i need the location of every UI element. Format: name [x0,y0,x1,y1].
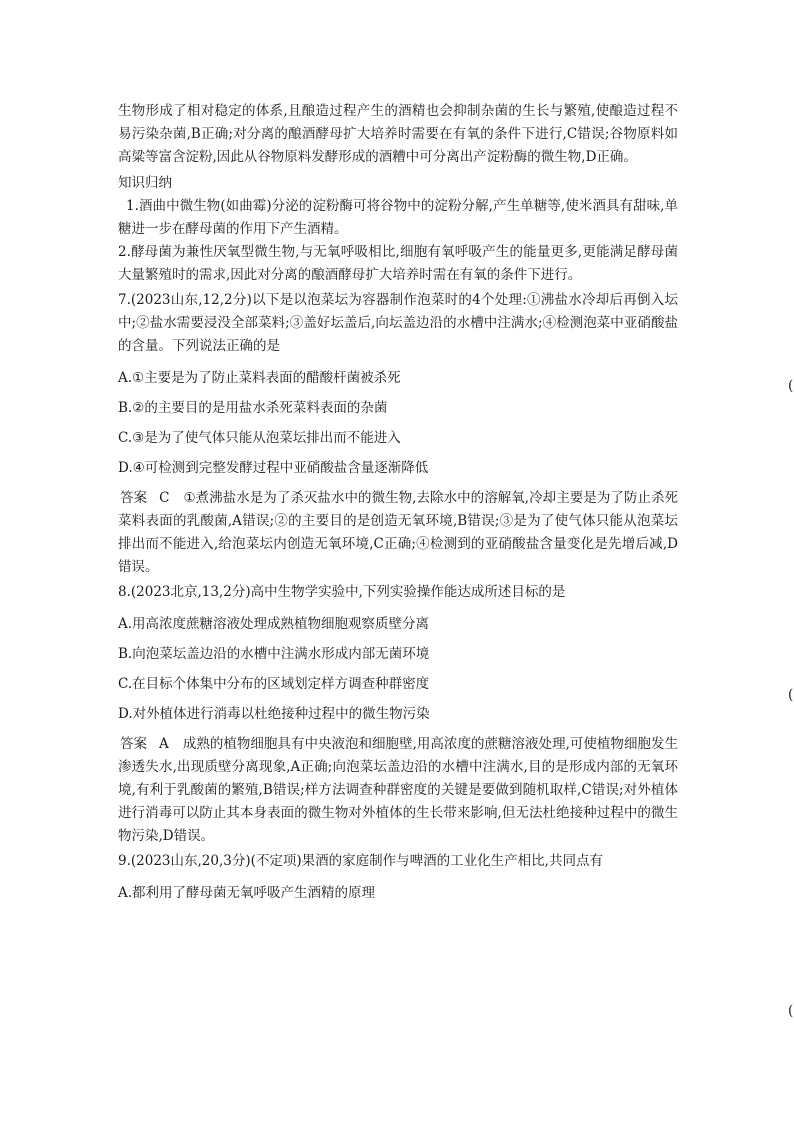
question-7-option-b: B.②的主要目的是用盐水杀死菜料表面的杂菌 [118,400,388,416]
answer-explanation: ①煮沸盐水是为了杀灭盐水中的微生物,去除水中的溶解氧,冷却主要是为了防止杀死菜料表面的乳酸菌,A错误;②的主要目的是创造无氧环境,B错误;③是为了使气体只能从泡菜坛排出而不能进入,给泡菜坛内创造无氧环境,C正确;④检测到的亚硝酸盐含量变化是先增后减,D错误。 [118,490,679,575]
question-9-paren: ( [788,1003,794,1019]
answer-explanation: 成熟的植物细胞具有中央液泡和细胞壁,用高浓度的蔗糖溶液处理,可使植物细胞发生渗透失水,出现质壁分离现象,A正确;向泡菜坛盖边沿的水槽中注满水,目的是形成内部的无氧环境,有利于乳酸菌的繁殖,B错误;样方法调查种群密度的关键是要做到随机取样,C错误;对外植体进行消毒可以防止其本身表面的微生物对外植体的生长带来影响,但无法杜绝接种过程中的微生物污染,D错误。 [118,736,679,844]
question-9-stem: 9.(2023山东,20,3分)(不定项)果酒的家庭制作与啤酒的工业化生产相比,共同点有 [118,853,603,869]
question-7-option-a: A.①主要是为了防止菜料表面的醋酸杆菌被杀死 [118,370,401,386]
knowledge-heading: 知识归纳 [118,175,172,191]
question-7-option-c: C.③是为了使气体只能从泡菜坛排出而不能进入 [118,430,401,446]
question-7-stem: 7.(2023山东,12,2分)以下是以泡菜坛为容器制作泡菜时的4个处理:①沸盐水冷却后再倒入坛中;②盐水需要浸没全部菜料;③盖好坛盖后,向坛盖边沿的水槽中注满水;④检测泡菜中亚硝酸盐的含量。下列说法正确的是 [118,292,678,354]
question-8-option-c: C.在目标个体集中分布的区域划定样方调查种群密度 [118,676,430,692]
answer-letter: C [159,490,170,506]
answer-label: 答案 [120,736,148,752]
page-content [118,100,678,903]
question-9-option-a: A.都利用了酵母菌无氧呼吸产生酒精的原理 [118,885,376,901]
knowledge-item-2: 2.酵母菌为兼性厌氧型微生物,与无氧呼吸相比,细胞有氧呼吸产生的能量更多,更能满足酵母菌大量繁殖时的需求,因此对分离的酿酒酵母扩大培养时需在有氧的条件下进行。 [118,244,678,283]
answer-label: 答案 [120,490,148,506]
answer-letter: A [159,736,169,752]
question-8-option-a: A.用高浓度蔗糖溶液处理成熟植物细胞观察质壁分离 [118,616,430,632]
question-8-paren: ( [788,687,794,703]
question-7-option-d: D.④可检测到完整发酵过程中亚硝酸盐含量逐渐降低 [118,460,429,476]
intro-paragraph: 生物形成了相对稳定的体系,且酿造过程产生的酒精也会抑制杂菌的生长与繁殖,使酿造过程不易污染杂菌,B正确;对分离的酿酒酵母扩大培养时需要在有氧的条件下进行,C错误;谷物原料如高粱等富含淀粉,因此从谷物原料发酵形成的酒糟中可分离出产淀粉酶的微生物,D正确。 [118,103,678,165]
question-8-answer [118,733,678,848]
question-7-paren: ( [788,378,794,394]
knowledge-item-1: 1.酒曲中微生物(如曲霉)分泌的淀粉酶可将谷物中的淀粉分解,产生单糖等,使米酒具有甜味,单糖进一步在酵母菌的作用下产生酒精。 [118,198,678,237]
question-8-stem: 8.(2023北京,13,2分)高中生物学实验中,下列实验操作能达成所述目标的是 [118,584,566,600]
question-8-option-b: B.向泡菜坛盖边沿的水槽中注满水形成内部无菌环境 [118,646,430,662]
question-7-answer [118,487,678,579]
question-8-option-d: D.对外植体进行消毒以杜绝接种过程中的微生物污染 [118,706,430,722]
